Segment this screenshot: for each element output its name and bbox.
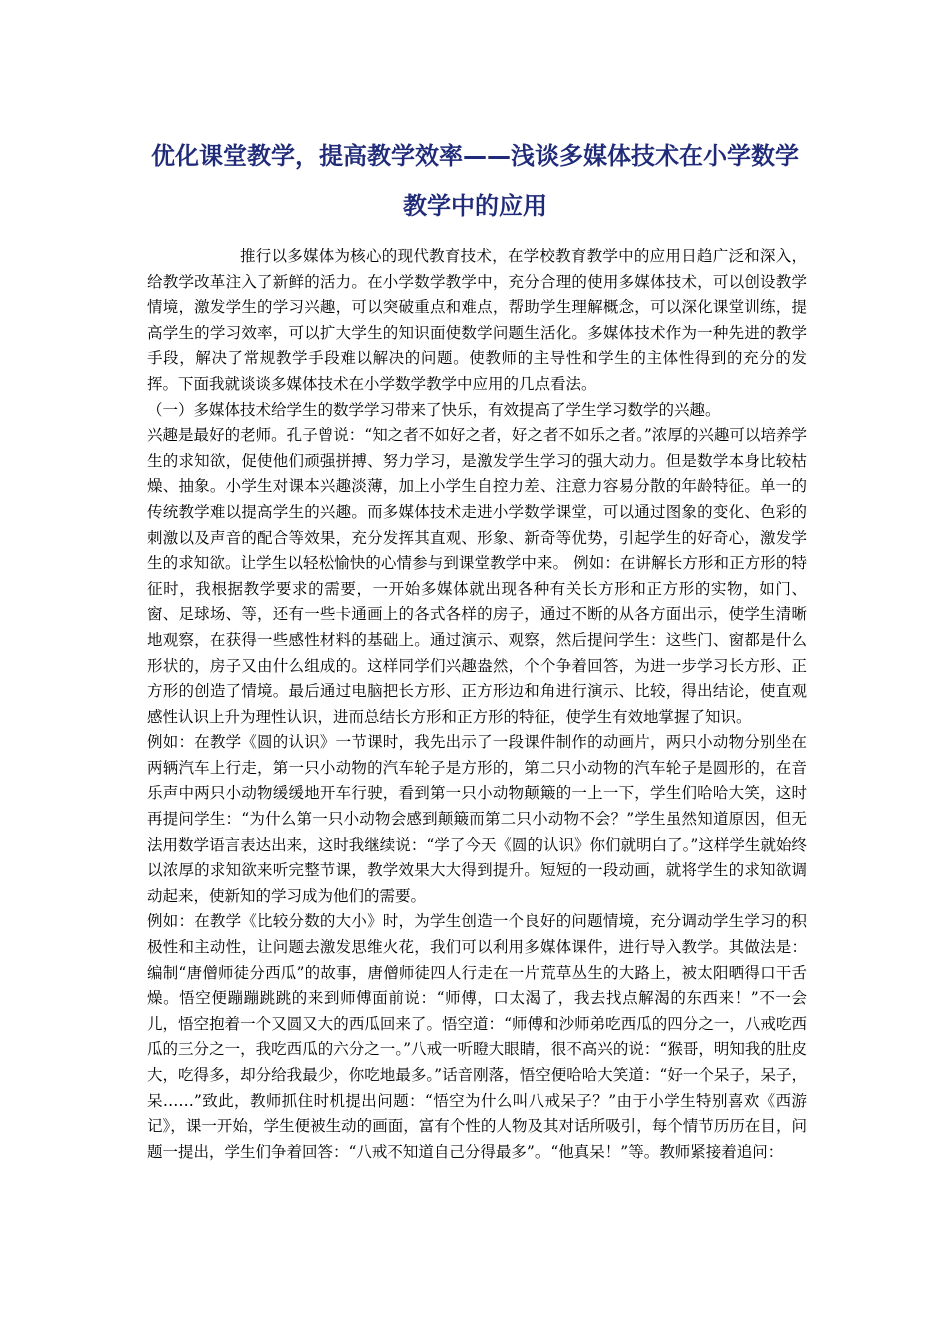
document-title-line-1: 优化课堂教学，提高教学效率——浅谈多媒体技术在小学数学 [151,142,799,170]
section-heading-1: （一）多媒体技术给学生的数学学习带来了快乐，有效提高了学生学习数学的兴趣。 [147,400,721,419]
intro-paragraph: 推行以多媒体为核心的现代教育技术，在学校教育教学中的应用日趋广泛和深入，给教学改革注入了新鲜的活力。在小学数学教学中，充分合理的使用多媒体技术，可以创设教学情境，激发学生的学习兴趣，可以突破重点和难点，帮助学生理解概念，可以深化课堂训练，提高学生的学习效率，可以扩大学生的知识面使数学问题生活化。多媒体技术作为一种先进的教学手段，解决了常规教学手段难以解决的问题。使教师的主导性和学生的主体性得到的充分的发挥。下面我就谈谈多媒体技术在小学数学教学中应用的几点看法。 [147,247,807,393]
body-paragraph: 兴趣是最好的老师。孔子曾说：“知之者不如好之者，好之者不如乐之者。”浓厚的兴趣可以培养学生的求知欲，促使他们顽强拼搏、努力学习，是激发学生学习的强大动力。但是数学本身比较枯燥、抽象。小学生对课本兴趣淡薄，加上小学生自控力差、注意力容易分散的年龄特征。单一的传统教学难以提高学生的兴趣。而多媒体技术走进小学数学课堂，可以通过图象的变化、色彩的刺激以及声音的配合等效果，充分发挥其直观、形象、新奇等优势，引起学生的好奇心，激发学生的求知欲。让学生以轻松愉快的心情参与到课堂教学中来。 例如：在讲解长方形和正方形的特征时，我根据教学要求的需要，一开始多媒体就出现各种有关长方形和正方形的实物，如门、窗、足球场、等，还有一些卡通画上的各式各样的房子，通过不断的从各方面出示，使学生清晰地观察，在获得一些感性材料的基础上。通过演示、观察，然后提问学生：这些门、窗都是什么形状的，房子又由什么组成的。这样同学们兴趣盎然，个个争着回答，为进一步学习长方形、正方形的创造了情境。最后通过电脑把长方形、正方形边和角进行演示、比较，得出结论，使直观感性认识上升为理性认识，进而总结长方形和正方形的特征，使学生有效地掌握了知识。 [147,426,807,726]
body-paragraph: 例如：在教学《圆的认识》一节课时，我先出示了一段课件制作的动画片，两只小动物分别坐在两辆汽车上行走，第一只小动物的汽车轮子是方形的，第二只小动物的汽车轮子是圆形的，在音乐声中两只小动物缓缓地开车行驶，看到第一只小动物颠簸的一上一下，学生们哈哈大笑，这时再提问学生：“为什么第一只小动物会感到颠簸而第二只小动物不会？”学生虽然知道原因，但无法用数学语言表达出来，这时我继续说：“学了今天《圆的认识》你们就明白了。”这样学生就始终以浓厚的求知欲来听完整节课，教学效果大大得到提升。短短的一段动画，就将学生的求知欲调动起来，使新知的学习成为他们的需要。 [147,733,807,905]
body-paragraph: 例如：在教学《比较分数的大小》时，为学生创造一个良好的问题情境，充分调动学生学习的积极性和主动性，让问题去激发思维火花，我们可以利用多媒体课件，进行导入教学。其做法是：编制“唐僧师徒分西瓜”的故事，唐僧师徒四人行走在一片荒草丛生的大路上，被太阳晒得口干舌燥。悟空便蹦蹦跳跳的来到师傅面前说：“师傅，口太渴了，我去找点解渴的东西来！”不一会儿，悟空抱着一个又圆又大的西瓜回来了。悟空道：“师傅和沙师弟吃西瓜的四分之一，八戒吃西瓜的三分之一，我吃西瓜的六分之一。”八戒一听瞪大眼睛，很不高兴的说：“猴哥，明知我的肚皮大，吃得多，却分给我最少，你吃地最多。”话音刚落，悟空便哈哈大笑道：“好一个呆子，呆子，呆……”致此，教师抓住时机提出问题：“悟空为什么叫八戒呆子？”由于小学生特别喜欢《西游记》，课一开始，学生便被生动的画面，富有个性的人物及其对话所吸引，每个情节历历在目，问题一提出，学生们争着回答：“八戒不知道自己分得最多”。“他真呆！”等。教师紧接着追问： [147,912,807,1161]
document-title-line-2: 教学中的应用 [403,192,547,220]
document-body [147,244,807,1165]
